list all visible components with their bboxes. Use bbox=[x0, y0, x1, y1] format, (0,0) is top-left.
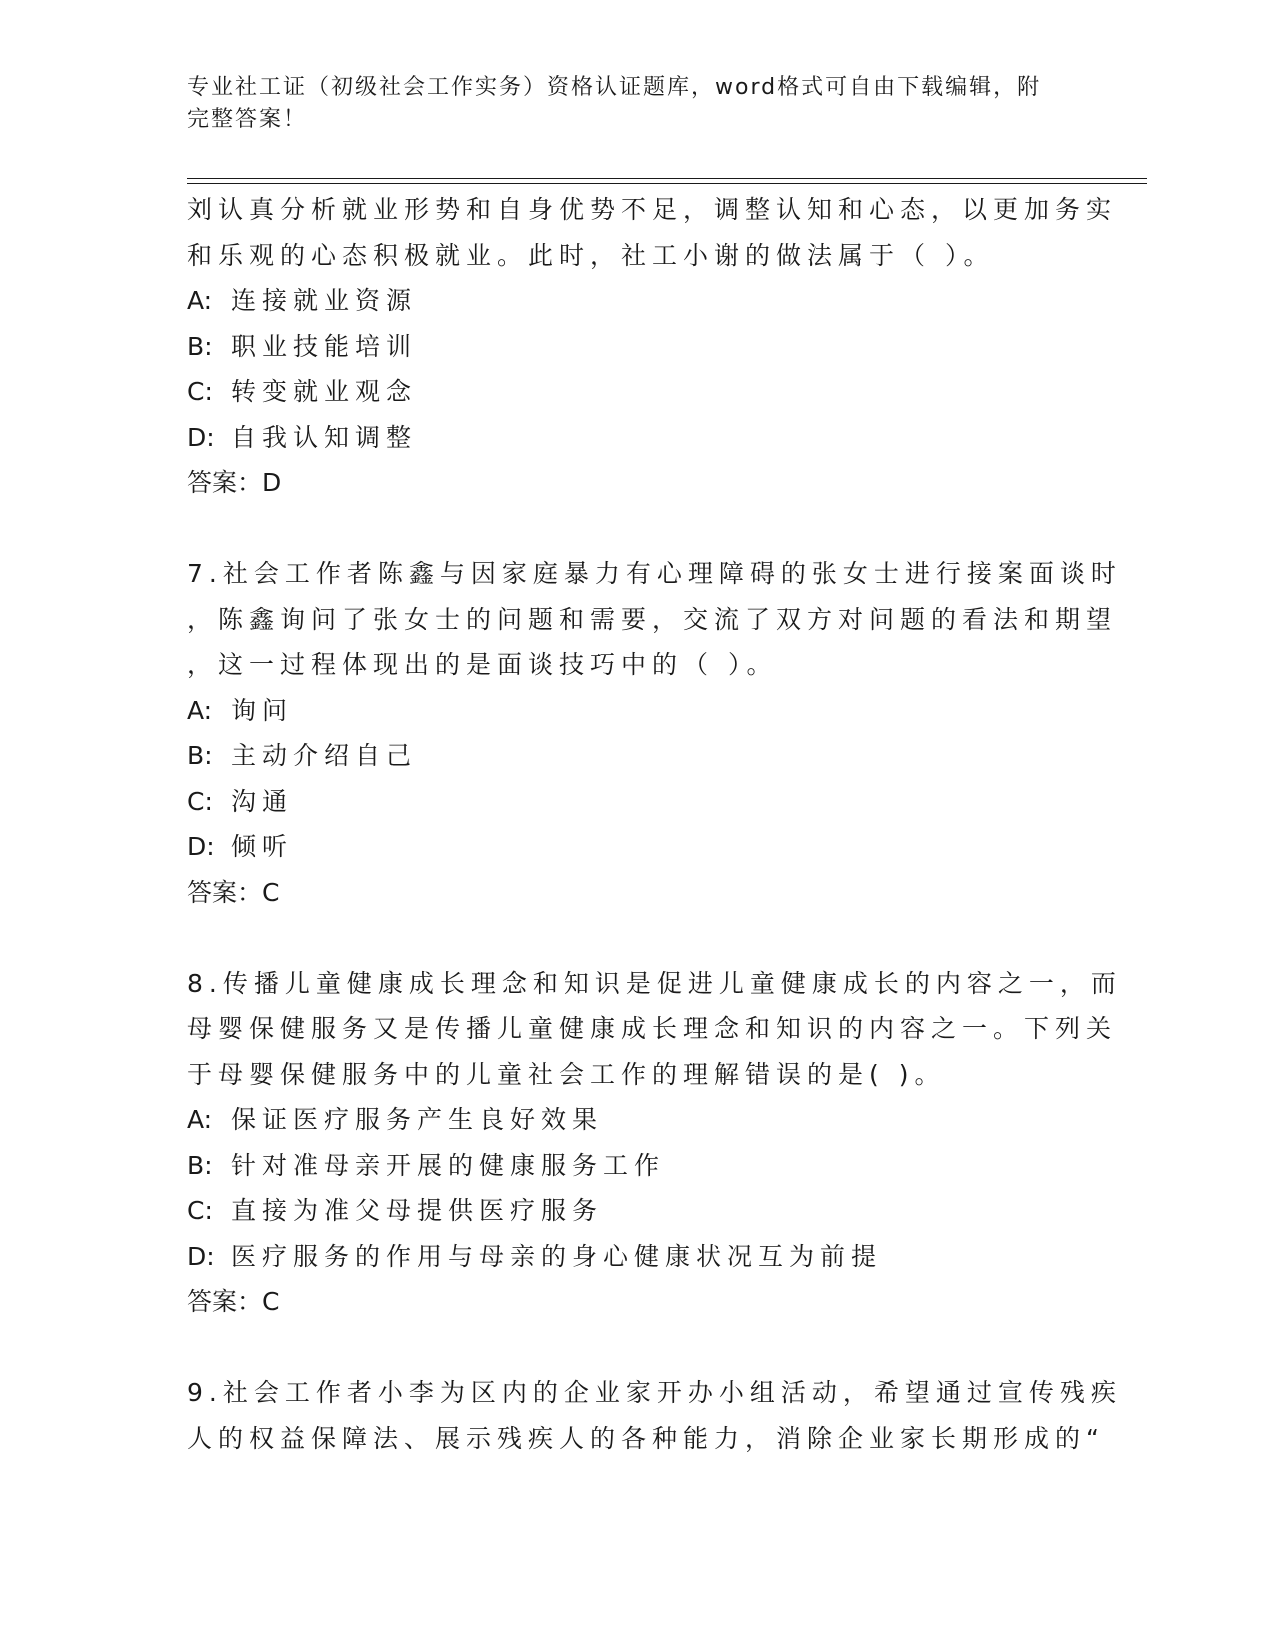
question-stem-line: ，陈鑫询问了张女士的问题和需要，交流了双方对问题的看法和期望 bbox=[187, 604, 1118, 634]
option-b bbox=[187, 733, 1067, 779]
question-list bbox=[187, 187, 1122, 1461]
header-line-2: 完整答案！ bbox=[187, 107, 308, 132]
question-6 bbox=[187, 187, 1118, 506]
option-c bbox=[187, 369, 1067, 415]
question-stem-line: 人的权益保障法、展示残疾人的各种能力，消除企业家长期形成的“ bbox=[187, 1423, 1105, 1453]
option-a bbox=[187, 1097, 1067, 1143]
option-key: C: bbox=[187, 1196, 213, 1225]
option-d bbox=[187, 415, 1067, 461]
option-d bbox=[187, 1234, 1067, 1280]
option-key: C: bbox=[187, 786, 213, 816]
option-a bbox=[187, 688, 1067, 734]
option-key: D: bbox=[187, 422, 215, 452]
option-text: 倾听 bbox=[231, 832, 294, 861]
option-text: 主动介绍自己 bbox=[231, 741, 418, 770]
option-d bbox=[187, 824, 1067, 870]
question-9 bbox=[187, 1370, 1122, 1461]
option-c bbox=[187, 779, 1067, 825]
option-key: B: bbox=[187, 741, 213, 770]
option-text: 转变就业观念 bbox=[231, 377, 418, 406]
option-text: 职业技能培训 bbox=[231, 331, 418, 361]
header-divider-top bbox=[187, 178, 1147, 179]
question-stem-line: ，这一过程体现出的是面谈技巧中的（ ）。 bbox=[187, 650, 778, 679]
option-text: 针对准母亲开展的健康服务工作 bbox=[231, 1150, 666, 1180]
answer-line: 答案：D bbox=[187, 468, 282, 497]
option-key: B: bbox=[187, 1150, 213, 1180]
question-8 bbox=[187, 961, 1122, 1325]
option-text: 直接为准父母提供医疗服务 bbox=[231, 1196, 604, 1225]
header-divider-bottom bbox=[187, 183, 1147, 184]
question-stem-line: 和乐观的心态积极就业。此时，社工小谢的做法属于（ ）。 bbox=[187, 240, 995, 270]
answer-line: 答案：C bbox=[187, 877, 280, 907]
option-b bbox=[187, 1143, 1067, 1189]
question-stem-line: 9.社会工作者小李为区内的企业家开办小组活动，希望通过宣传残疾 bbox=[187, 1378, 1122, 1407]
option-key: B: bbox=[187, 331, 213, 361]
option-text: 保证医疗服务产生良好效果 bbox=[231, 1105, 604, 1134]
question-stem-line: 8.传播儿童健康成长理念和知识是促进儿童健康成长的内容之一，而 bbox=[187, 968, 1122, 998]
answer-line: 答案：C bbox=[187, 1287, 280, 1316]
question-spacer bbox=[187, 1325, 1067, 1371]
option-c bbox=[187, 1188, 1067, 1234]
option-b bbox=[187, 324, 1067, 370]
question-stem-line: 刘认真分析就业形势和自身优势不足，调整认知和心态，以更加务实 bbox=[187, 195, 1118, 224]
option-text: 询问 bbox=[231, 695, 294, 725]
document-header bbox=[187, 72, 1067, 136]
option-a bbox=[187, 278, 1067, 324]
option-text: 自我认知调整 bbox=[231, 422, 418, 452]
option-key: D: bbox=[187, 832, 215, 861]
option-key: C: bbox=[187, 377, 213, 406]
question-stem-line: 7.社会工作者陈鑫与因家庭暴力有心理障碍的张女士进行接案面谈时 bbox=[187, 559, 1122, 588]
option-key: A: bbox=[187, 695, 213, 725]
question-spacer bbox=[187, 915, 1067, 961]
option-text: 医疗服务的作用与母亲的身心健康状况互为前提 bbox=[231, 1241, 883, 1271]
question-7 bbox=[187, 551, 1122, 915]
question-stem-line: 母婴保健服务又是传播儿童健康成长理念和知识的内容之一。下列关 bbox=[187, 1014, 1118, 1043]
option-key: A: bbox=[187, 1105, 213, 1134]
question-spacer bbox=[187, 506, 1067, 552]
option-text: 沟通 bbox=[231, 786, 294, 816]
option-text: 连接就业资源 bbox=[231, 286, 418, 315]
option-key: A: bbox=[187, 286, 213, 315]
header-line-1: 专业社工证（初级社会工作实务）资格认证题库，word格式可自由下载编辑，附 bbox=[187, 75, 1042, 100]
option-key: D: bbox=[187, 1241, 215, 1271]
question-stem-line: 于母婴保健服务中的儿童社会工作的理解错误的是( )。 bbox=[187, 1059, 946, 1089]
